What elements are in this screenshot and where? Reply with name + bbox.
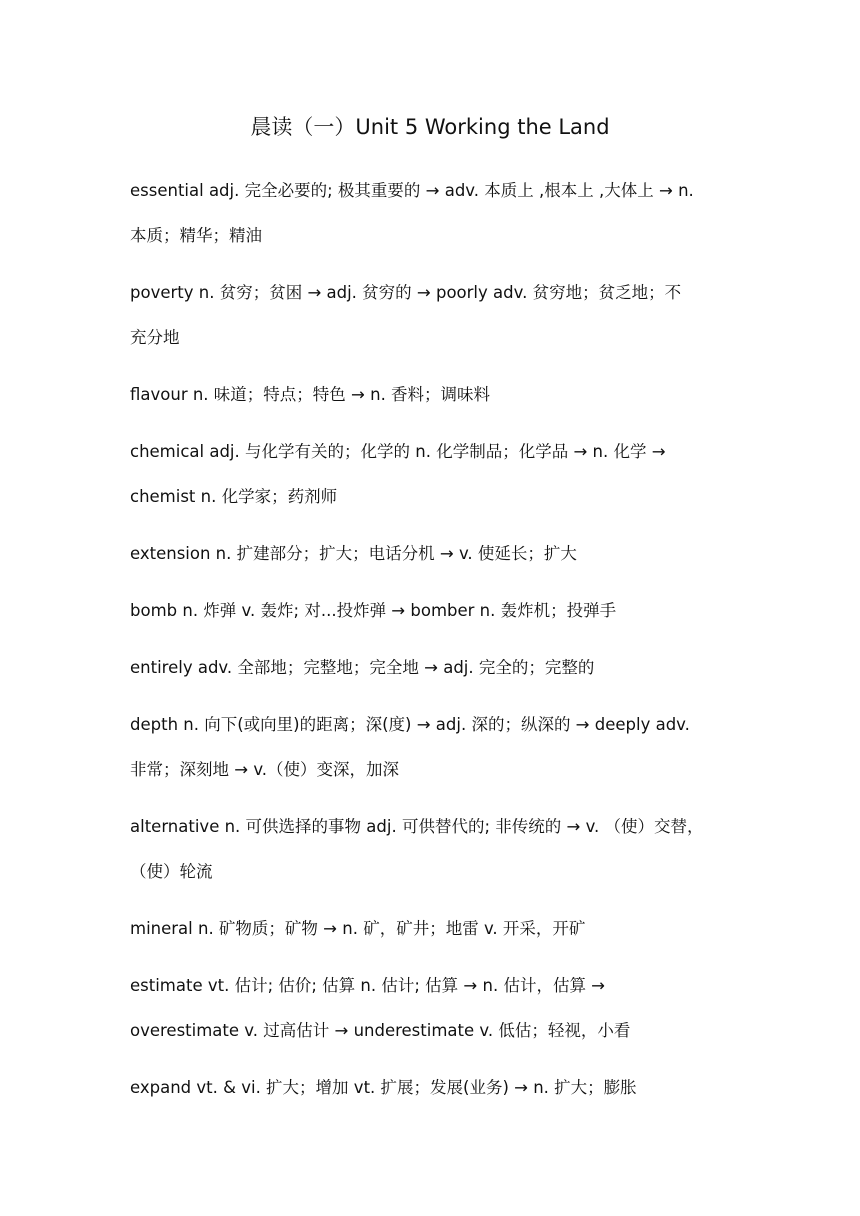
vocab-entry-depth xyxy=(130,702,736,792)
entry-line: poverty n. 贫穷；贫困 → adj. 贫穷的 → poorly adv. 贫穷地；贫乏地；不 xyxy=(130,283,682,302)
entry-line: 本质；精华；精油 xyxy=(130,226,262,245)
entry-line: bomb n. 炸弹 v. 轰炸; 对...投炸弹 → bomber n. 轰炸机；投弹手 xyxy=(130,601,617,620)
vocab-entry-poverty xyxy=(130,270,736,360)
vocab-entry-entirely xyxy=(130,645,736,690)
vocab-entry-chemical xyxy=(130,429,736,519)
vocab-entry-essential xyxy=(130,168,736,258)
vocab-entry-estimate xyxy=(130,963,736,1053)
entry-line: 充分地 xyxy=(130,328,180,347)
page-title: 晨读（一）Unit 5 Working the Land xyxy=(250,115,610,139)
vocab-entry-alternative xyxy=(130,804,736,894)
entry-line: chemist n. 化学家；药剂师 xyxy=(130,487,338,506)
entry-line: flavour n. 味道；特点；特色 → n. 香料；调味料 xyxy=(130,385,491,404)
entry-line: essential adj. 完全必要的; 极其重要的 → adv. 本质上 ,根本上 ,大体上 → n. xyxy=(130,181,694,200)
entry-line: mineral n. 矿物质；矿物 → n. 矿，矿井；地雷 v. 开采，开矿 xyxy=(130,919,586,938)
entry-line: extension n. 扩建部分；扩大；电话分机 → v. 使延长；扩大 xyxy=(130,544,577,563)
entry-line: overestimate v. 过高估计 → underestimate v. 低估；轻视，小看 xyxy=(130,1021,631,1040)
vocab-entry-bomb xyxy=(130,588,736,633)
entry-line: chemical adj. 与化学有关的；化学的 n. 化学制品；化学品 → n. 化学 → xyxy=(130,442,666,461)
vocab-entry-extension xyxy=(130,531,736,576)
vocab-entry-mineral xyxy=(130,906,736,951)
entry-line: alternative n. 可供选择的事物 adj. 可供替代的; 非传统的 → v. （使）交替， xyxy=(130,817,704,836)
entry-line: estimate vt. 估计; 估价; 估算 n. 估计; 估算 → n. 估计，估算 → xyxy=(130,976,606,995)
vocab-entry-flavour xyxy=(130,372,736,417)
entry-line: entirely adv. 全部地；完整地；完全地 → adj. 完全的；完整的 xyxy=(130,658,595,677)
vocab-entry-expand xyxy=(130,1065,736,1110)
entry-line: 非常；深刻地 → v.（使）变深，加深 xyxy=(130,760,400,779)
entry-line: （使）轮流 xyxy=(130,862,213,881)
entry-line: expand vt. & vi. 扩大；增加 vt. 扩展；发展(业务) → n. 扩大；膨胀 xyxy=(130,1078,637,1097)
entry-line: depth n. 向下(或向里)的距离；深(度) → adj. 深的；纵深的 → deeply adv. xyxy=(130,715,690,734)
vocabulary-list xyxy=(130,168,736,1122)
